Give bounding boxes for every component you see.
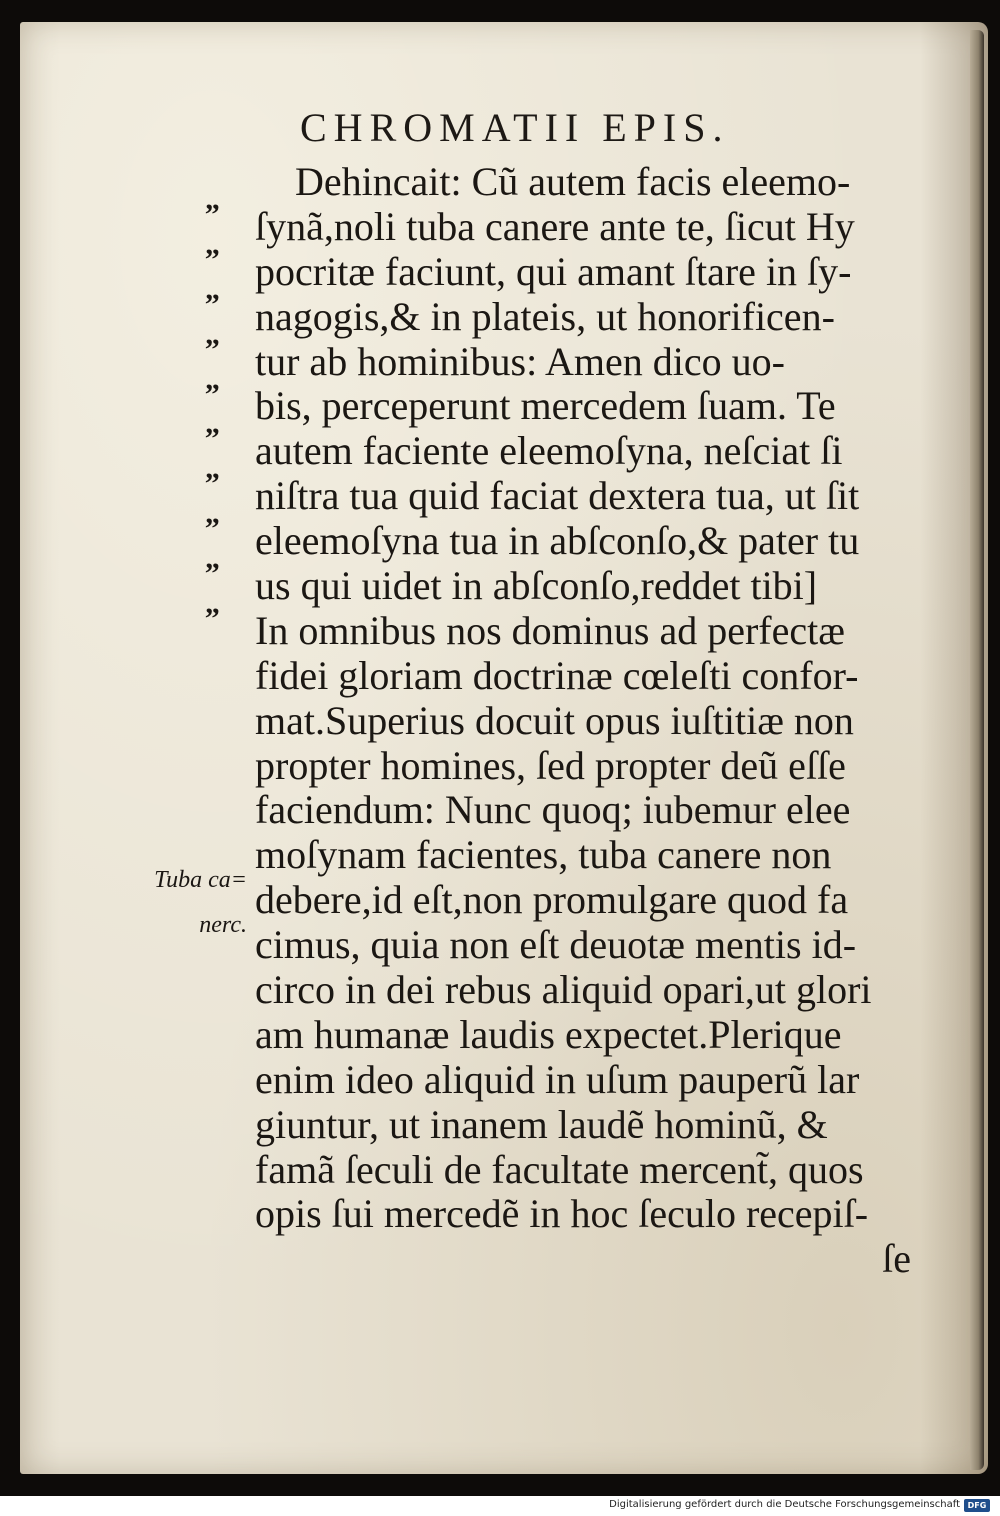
footer-bar xyxy=(0,1496,1000,1516)
text-line: ſynã,noli tuba canere ante te, ſicut Hy xyxy=(255,203,855,249)
text-line: nagogis,& in plateis, ut honorificen- xyxy=(255,293,835,339)
quote-mark: „ xyxy=(205,362,220,396)
text-line: am humanæ laudis expectet.Plerique xyxy=(255,1011,842,1057)
dfg-logo: DFG xyxy=(964,1499,990,1512)
text-line: fidei gloriam doctrinæ cœleſti confor- xyxy=(255,652,859,698)
text-line: tur ab hominibus: Amen dico uo- xyxy=(255,338,785,384)
text-line: giuntur, ut inanem laudẽ hominũ, & xyxy=(255,1101,828,1147)
quote-mark: „ xyxy=(205,272,220,306)
text-line: pocritæ faciunt, qui amant ſtare in ſy- xyxy=(255,248,852,294)
text-line: propter homines, ſed propter deũ eſſe xyxy=(255,742,846,788)
marginal-note-line: nerc. xyxy=(199,911,247,938)
text-line: eleemoſyna tua in abſconſo,& pater tu xyxy=(255,518,860,564)
text-line: debere,id eſt,non promulgare quod fa xyxy=(255,877,849,923)
quote-mark: „ xyxy=(205,317,220,351)
text-line: mat.Superius docuit opus iuſtitiæ non xyxy=(255,697,854,743)
text-line: Dehincait: Cũ autem facis eleemo- xyxy=(295,159,851,204)
text-line: us qui uidet in abſconſo,reddet tibi] xyxy=(255,563,818,609)
marginal-note-line: Tuba ca= xyxy=(154,867,247,893)
catchword: ſe xyxy=(882,1236,911,1282)
quote-mark: „ xyxy=(205,227,220,261)
text-line: circo in dei rebus aliquid opari,ut glori xyxy=(255,967,872,1013)
quote-mark: „ xyxy=(205,183,220,216)
running-head: CHROMATII EPIS. xyxy=(300,105,730,150)
quote-mark: „ xyxy=(205,497,220,531)
quote-mark: „ xyxy=(205,452,220,486)
quote-mark: „ xyxy=(205,407,220,441)
text-line: autem faciente eleemoſyna, neſciat ſi xyxy=(255,428,843,474)
text-line: bis, perceperunt mercedem ſuam. Te xyxy=(255,383,836,429)
text-line: cimus, quia non eſt deuotæ mentis id- xyxy=(255,922,857,968)
text-line: moſynam facientes, tuba canere non xyxy=(255,832,832,878)
text-line: famã ſeculi de facultate mercent̃, quos xyxy=(255,1146,864,1192)
text-line: enim ideo aliquid in uſum pauperũ lar xyxy=(255,1056,860,1102)
text-line: opis ſui mercedẽ in hoc ſeculo recepiſ- xyxy=(255,1191,869,1237)
quote-mark: „ xyxy=(205,542,220,576)
quote-mark-column xyxy=(205,178,245,627)
footer-credit: Digitalisierung gefördert durch die Deutsche Forschungsgemeinschaft xyxy=(609,1499,960,1510)
quote-mark: „ xyxy=(205,587,220,621)
text-line: In omnibus nos dominus ad perfectæ xyxy=(255,607,845,653)
marginal-note xyxy=(112,858,247,948)
page-edge xyxy=(970,30,984,1470)
body-text xyxy=(255,160,915,1282)
text-line: niſtra tua quid faciat dextera tua, ut ſit xyxy=(255,473,860,519)
text-line: faciendum: Nunc quoq; iubemur elee xyxy=(255,787,851,833)
